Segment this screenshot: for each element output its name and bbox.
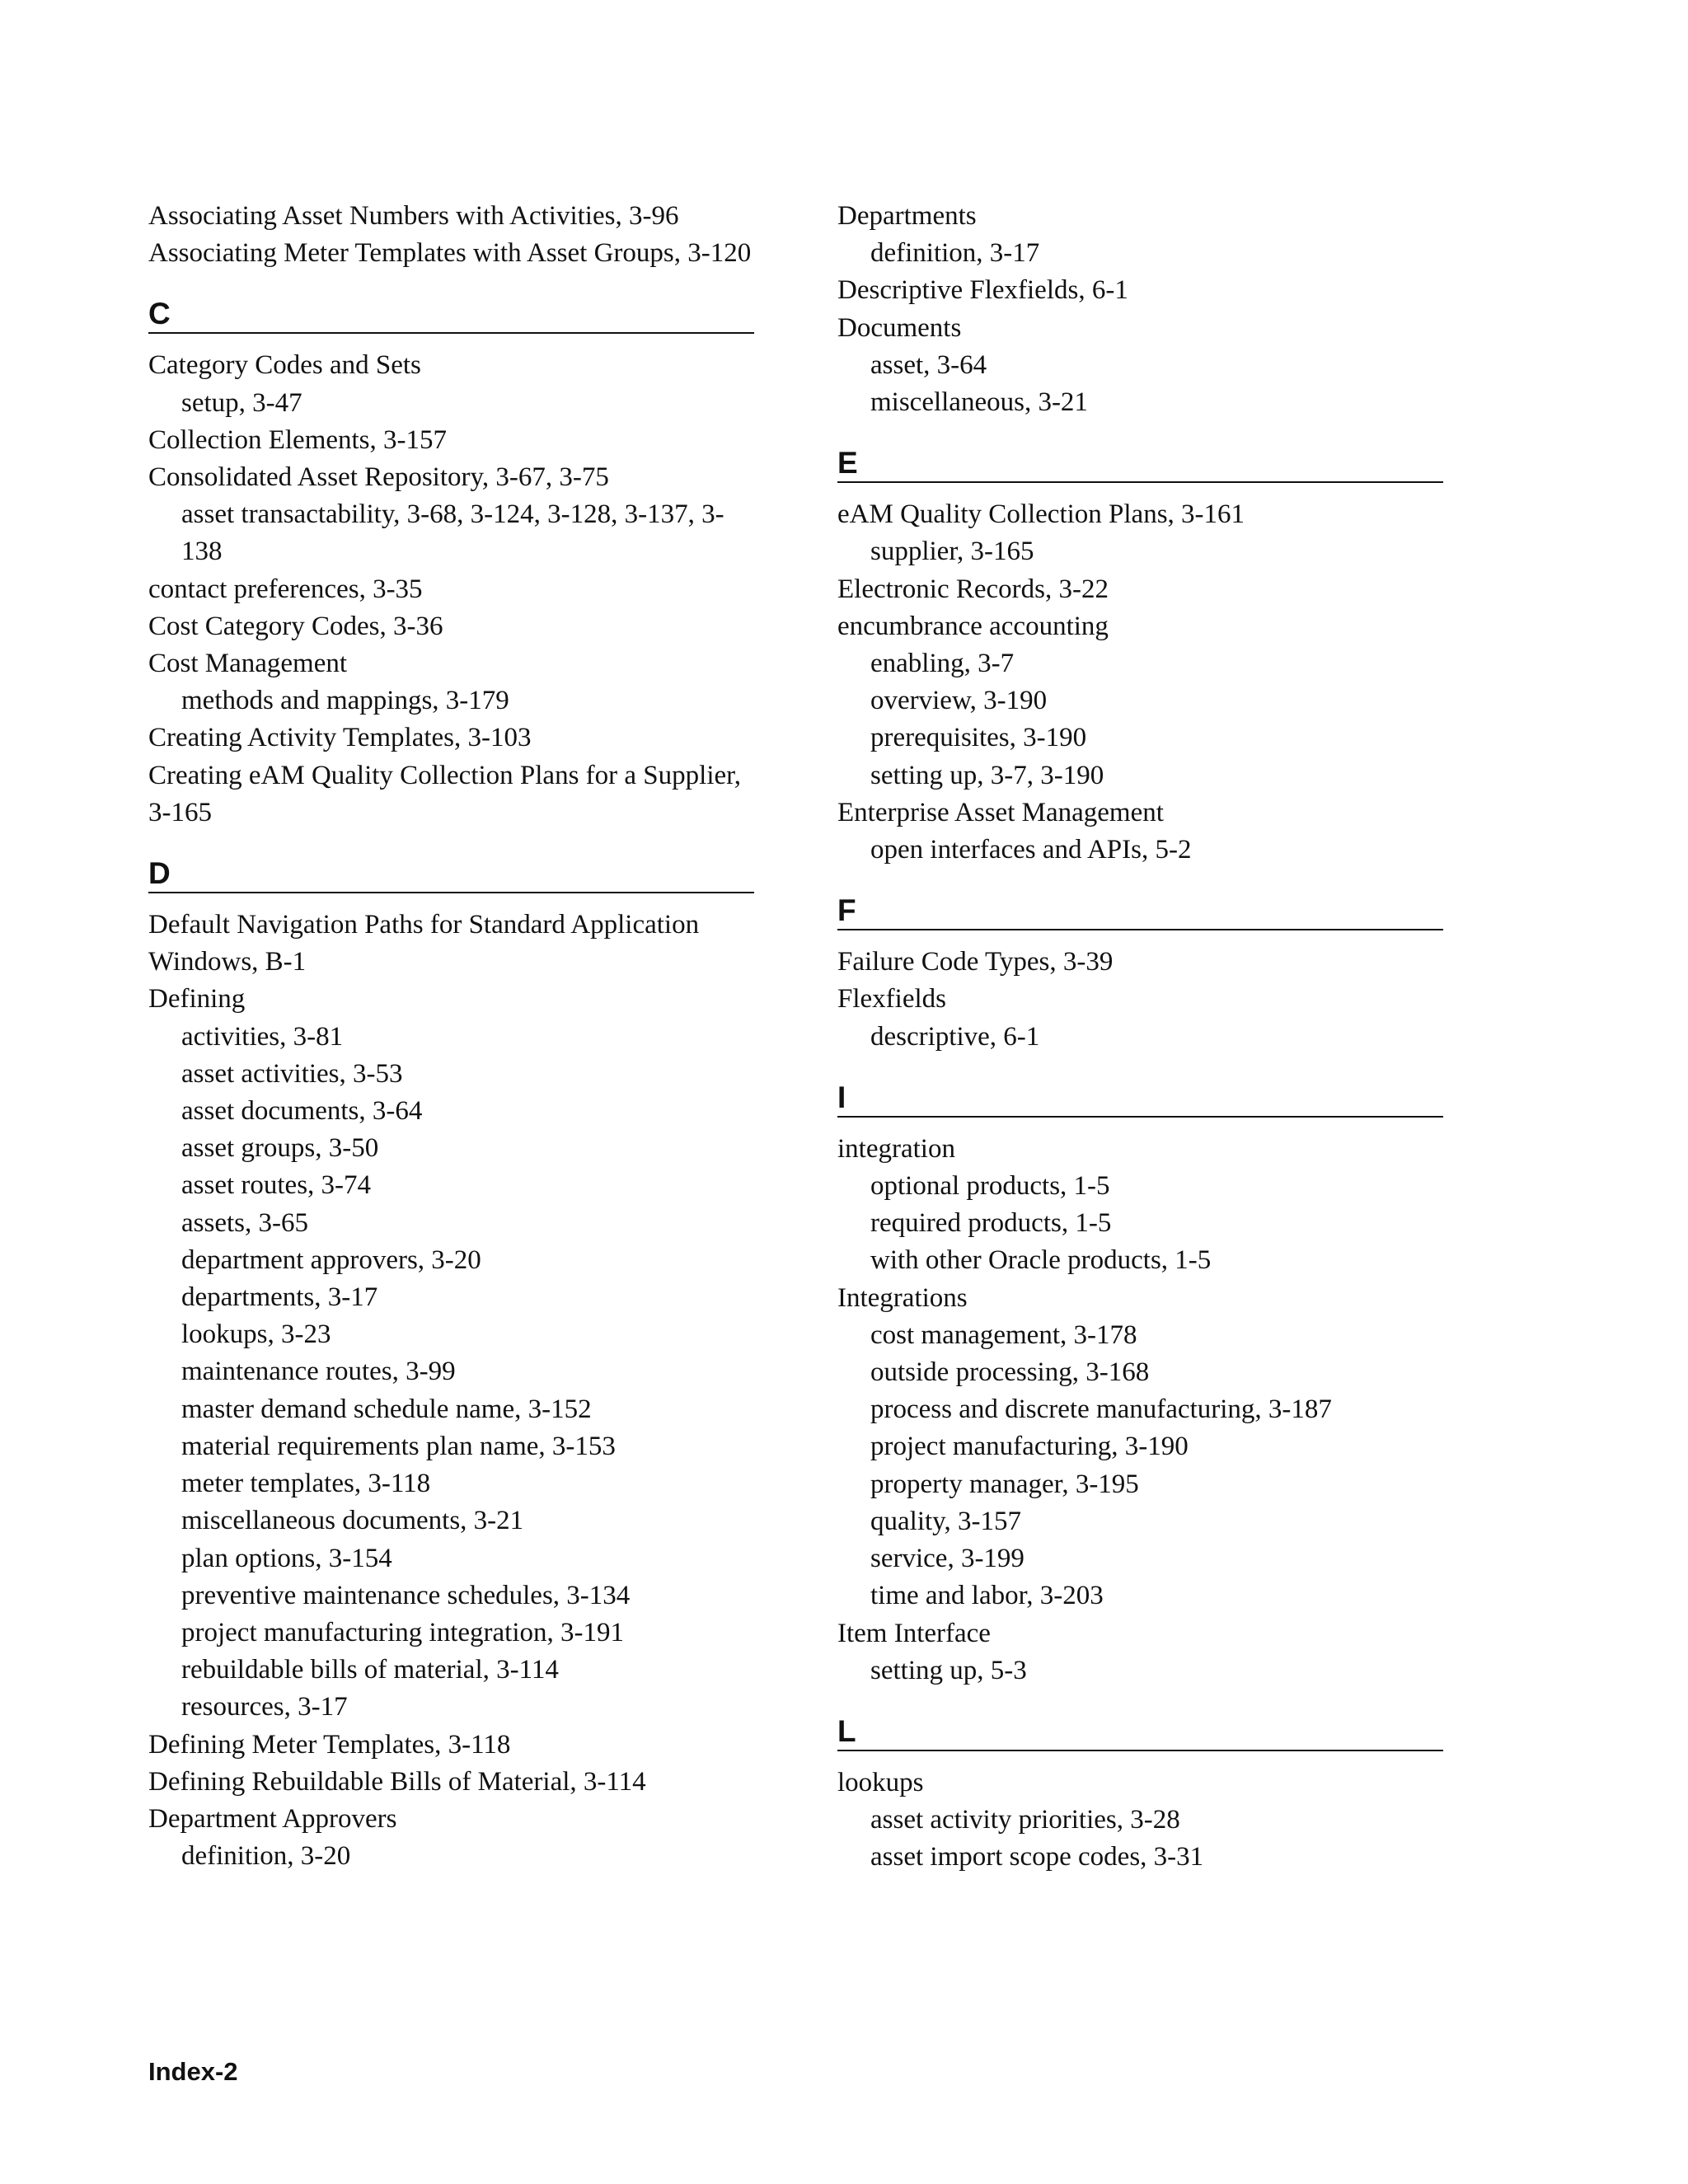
index-subentry: asset documents, 3-64 [181, 1096, 423, 1127]
index-subentry: outside processing, 3-168 [870, 1357, 1150, 1388]
index-entry: Departments [837, 201, 977, 231]
index-subentry: asset activity priorities, 3-28 [870, 1805, 1180, 1835]
index-subentry: project manufacturing, 3-190 [870, 1432, 1189, 1462]
index-column-right [837, 198, 1443, 1877]
section-letter: C [148, 296, 754, 334]
index-entry: Electronic Records, 3-22 [837, 574, 1109, 604]
index-entry: Cost Management [148, 649, 348, 679]
section-letter: L [837, 1713, 1443, 1751]
index-section-i [837, 1080, 1443, 1690]
index-subentry: definition, 3-20 [181, 1841, 351, 1872]
index-subentry: miscellaneous, 3-21 [870, 387, 1088, 418]
index-entry: eAM Quality Collection Plans, 3-161 [837, 499, 1245, 530]
index-entry: Documents [837, 312, 962, 343]
index-entry: Associating Meter Templates with Asset Groups, 3-120 [148, 238, 752, 269]
index-subentry: property manager, 3-195 [870, 1469, 1139, 1499]
section-letter: D [148, 855, 754, 893]
index-intro-right [837, 198, 1443, 421]
index-subentry: maintenance routes, 3-99 [181, 1357, 456, 1387]
index-subentry: plan options, 3-154 [181, 1543, 392, 1573]
index-section-c [148, 296, 754, 832]
index-subentry: open interfaces and APIs, 5-2 [870, 835, 1192, 865]
index-entry: lookups [837, 1767, 924, 1797]
index-entry: Creating eAM Quality Collection Plans for a Supplier, 3-165 [148, 760, 742, 827]
index-entry: Integrations [837, 1282, 968, 1313]
index-section-l [837, 1713, 1443, 1877]
index-subentry: service, 3-199 [870, 1544, 1025, 1574]
index-subentry: material requirements plan name, 3-153 [181, 1431, 616, 1461]
index-subentry: asset, 3-64 [870, 349, 987, 380]
index-entry: Defining Rebuildable Bills of Material, 3-114 [148, 1766, 646, 1797]
index-section-f [837, 893, 1443, 1056]
index-subentry: departments, 3-17 [181, 1282, 378, 1313]
index-subentry: prerequisites, 3-190 [870, 723, 1087, 753]
index-section-e [837, 445, 1443, 869]
index-entry: Cost Category Codes, 3-36 [148, 611, 443, 641]
index-entry: Consolidated Asset Repository, 3-67, 3-75 [148, 462, 609, 493]
index-subentry: activities, 3-81 [181, 1021, 344, 1052]
index-entry: Failure Code Types, 3-39 [837, 947, 1114, 977]
index-intro-left [148, 198, 754, 272]
index-entry: Default Navigation Paths for Standard Application Windows, B-1 [148, 910, 700, 977]
index-subentry: setup, 3-47 [181, 387, 302, 418]
index-subentry: asset groups, 3-50 [181, 1133, 379, 1164]
index-subentry: descriptive, 6-1 [870, 1021, 1040, 1052]
section-letter: I [837, 1080, 1443, 1118]
index-subentry: asset import scope codes, 3-31 [870, 1842, 1204, 1872]
index-subentry: setting up, 3-7, 3-190 [870, 760, 1104, 790]
index-subentry: preventive maintenance schedules, 3-134 [181, 1580, 631, 1610]
index-subentry: enabling, 3-7 [870, 649, 1015, 679]
index-subentry: asset activities, 3-53 [181, 1058, 403, 1089]
index-entry: contact preferences, 3-35 [148, 574, 423, 604]
index-subentry: meter templates, 3-118 [181, 1469, 431, 1499]
index-entry: Collection Elements, 3-157 [148, 424, 448, 455]
index-column-left [148, 198, 754, 1875]
index-entry: Defining [148, 984, 246, 1015]
index-entry: Defining Meter Templates, 3-118 [148, 1729, 511, 1760]
index-entry: Flexfields [837, 984, 946, 1015]
index-subentry: supplier, 3-165 [870, 537, 1034, 567]
index-subentry: rebuildable bills of material, 3-114 [181, 1655, 559, 1685]
index-subentry: required products, 1-5 [870, 1208, 1112, 1239]
index-subentry: methods and mappings, 3-179 [181, 686, 509, 716]
index-subentry: miscellaneous documents, 3-21 [181, 1506, 524, 1536]
index-subentry: asset transactability, 3-68, 3-124, 3-128, 3-137, 3-138 [181, 499, 724, 567]
index-subentry: overview, 3-190 [870, 686, 1048, 716]
index-entry: Descriptive Flexfields, 6-1 [837, 275, 1128, 306]
page-number: Index-2 [148, 2057, 238, 2086]
index-subentry: setting up, 5-3 [870, 1655, 1027, 1685]
index-entry: Associating Asset Numbers with Activities, 3-96 [148, 201, 679, 231]
index-entry: Department Approvers [148, 1803, 397, 1834]
index-subentry: department approvers, 3-20 [181, 1244, 481, 1275]
index-entry: Item Interface [837, 1618, 991, 1648]
index-subentry: project manufacturing integration, 3-191 [181, 1617, 624, 1647]
index-section-d [148, 855, 754, 1875]
index-subentry: asset routes, 3-74 [181, 1170, 372, 1201]
index-entry: Category Codes and Sets [148, 350, 421, 381]
index-subentry: with other Oracle products, 1-5 [870, 1245, 1212, 1276]
index-subentry: assets, 3-65 [181, 1207, 308, 1238]
section-letter: F [837, 893, 1443, 930]
index-subentry: optional products, 1-5 [870, 1171, 1110, 1202]
index-entry: Enterprise Asset Management [837, 797, 1164, 827]
index-subentry: resources, 3-17 [181, 1692, 348, 1722]
index-subentry: cost management, 3-178 [870, 1319, 1137, 1350]
index-subentry: definition, 3-17 [870, 238, 1040, 269]
index-subentry: process and discrete manufacturing, 3-187 [870, 1394, 1332, 1425]
index-entry: Creating Activity Templates, 3-103 [148, 723, 532, 753]
index-subentry: quality, 3-157 [870, 1506, 1021, 1536]
index-entry: integration [837, 1133, 955, 1164]
index-subentry: time and labor, 3-203 [870, 1581, 1104, 1611]
index-entry: encumbrance accounting [837, 611, 1109, 641]
index-subentry: master demand schedule name, 3-152 [181, 1394, 592, 1424]
section-letter: E [837, 445, 1443, 483]
index-subentry: lookups, 3-23 [181, 1319, 331, 1350]
